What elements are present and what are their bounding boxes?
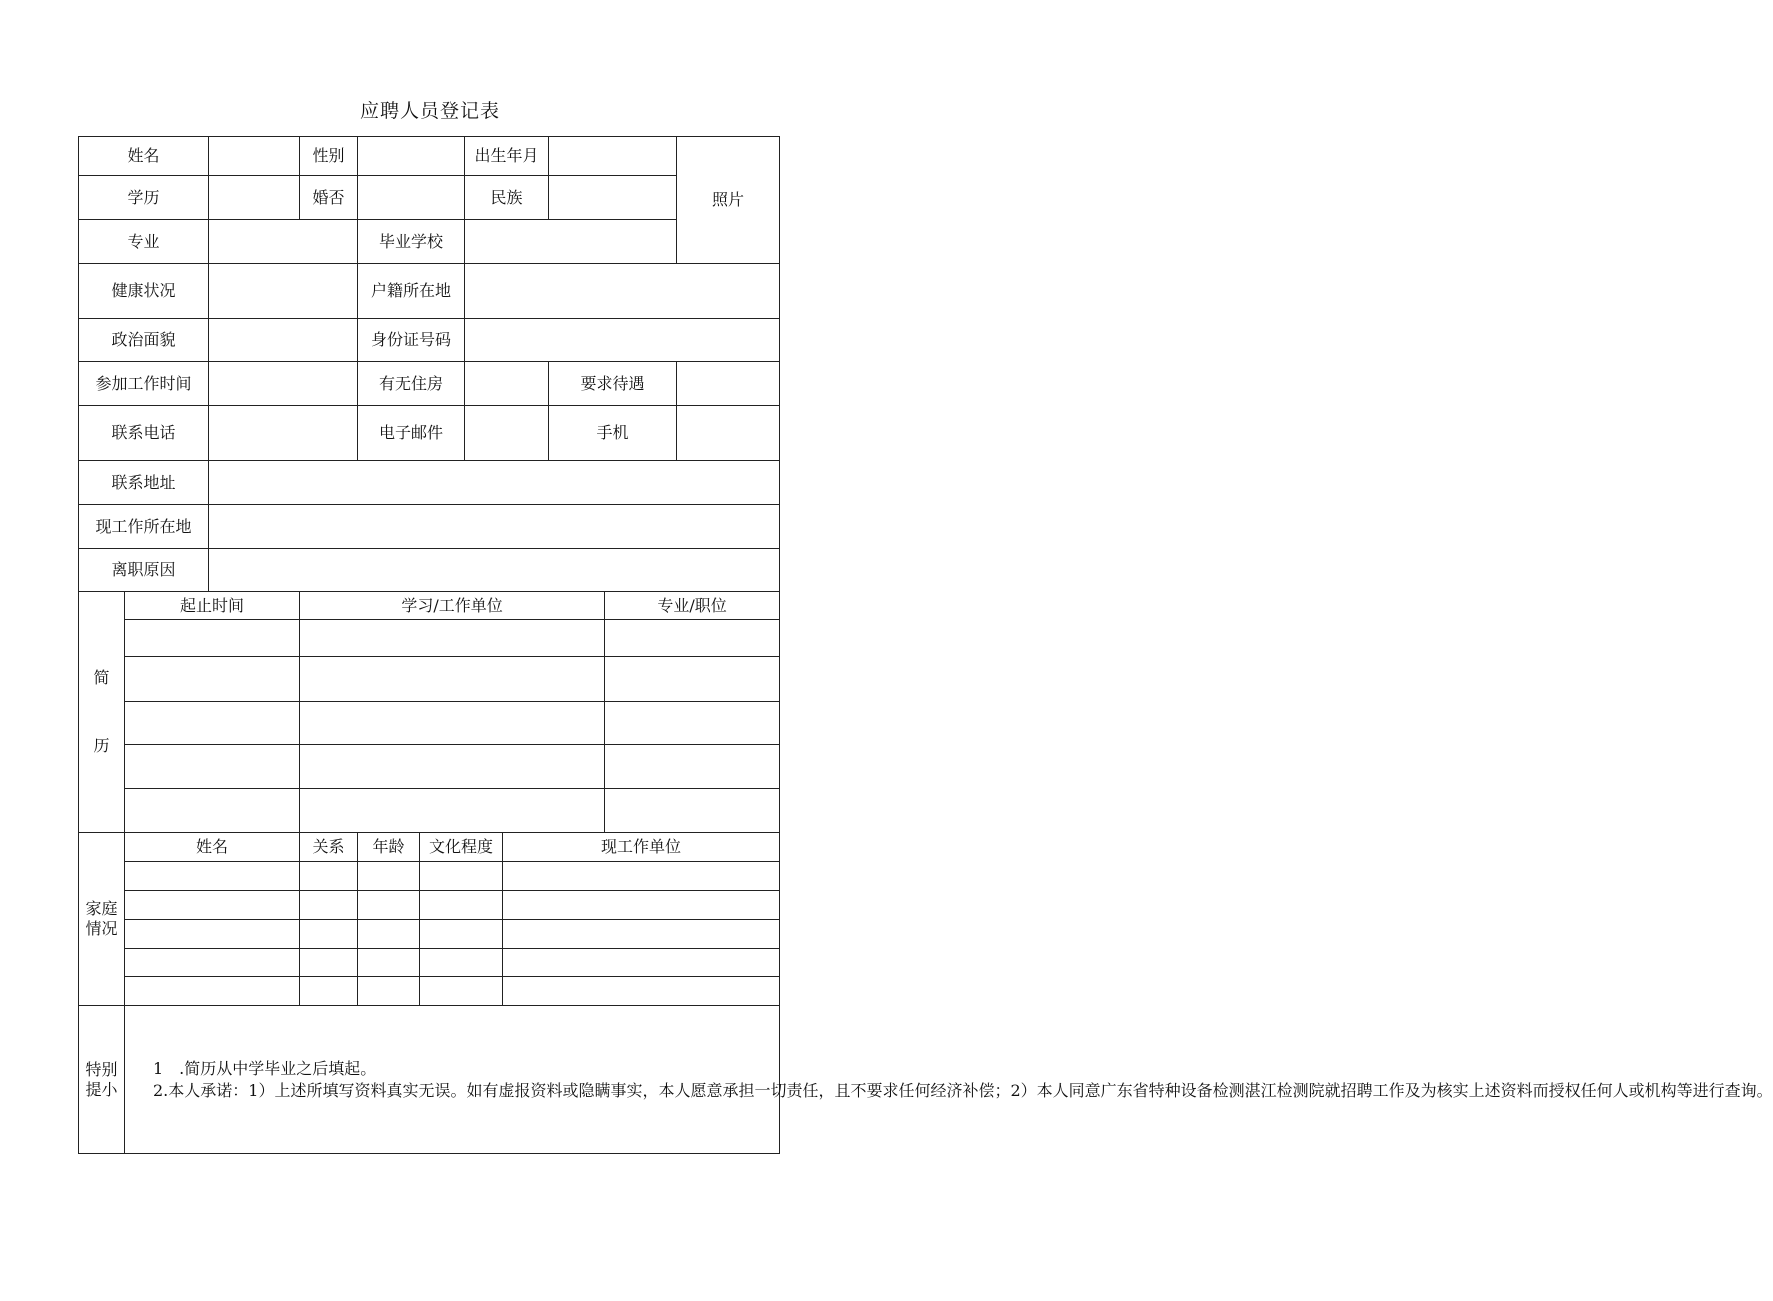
birth-field[interactable]: [549, 137, 677, 176]
marital-label: 婚否: [300, 176, 358, 220]
resume-header-unit: 学习/工作单位: [300, 592, 605, 620]
resume-label-b: 历: [93, 736, 110, 755]
family-relation-cell[interactable]: [300, 920, 358, 949]
resume-row: [79, 789, 780, 833]
photo-box[interactable]: 照片: [677, 137, 780, 264]
ethnicity-label: 民族: [465, 176, 549, 220]
note-item-1: 1 .简历从中学毕业之后填起。: [153, 1058, 377, 1078]
resume-header-position: 专业/职位: [605, 592, 780, 620]
health-label: 健康状况: [79, 264, 209, 319]
family-relation-cell[interactable]: [300, 891, 358, 920]
resume-position-cell[interactable]: [605, 702, 780, 745]
family-label-b: 情况: [85, 919, 118, 938]
resume-period-cell[interactable]: [125, 620, 300, 657]
resume-position-cell[interactable]: [605, 745, 780, 789]
family-age-cell[interactable]: [358, 862, 420, 891]
phone-label: 联系电话: [79, 406, 209, 461]
mobile-field[interactable]: [677, 406, 780, 461]
resume-position-cell[interactable]: [605, 789, 780, 833]
family-name-cell[interactable]: [125, 977, 300, 1006]
resume-position-cell[interactable]: [605, 657, 780, 702]
hukou-label: 户籍所在地: [358, 264, 465, 319]
resume-unit-cell[interactable]: [300, 745, 605, 789]
family-employer-cell[interactable]: [503, 977, 780, 1006]
family-header-name: 姓名: [125, 833, 300, 862]
current-work-field[interactable]: [209, 505, 780, 549]
family-employer-cell[interactable]: [503, 949, 780, 977]
resume-section-label: [79, 592, 125, 833]
family-row: [79, 920, 780, 949]
name-label: 姓名: [79, 137, 209, 176]
health-field[interactable]: [209, 264, 358, 319]
resume-header-period: 起止时间: [125, 592, 300, 620]
birth-label: 出生年月: [465, 137, 549, 176]
gender-label: 性别: [300, 137, 358, 176]
family-row: [79, 949, 780, 977]
housing-field[interactable]: [465, 362, 549, 406]
family-education-cell[interactable]: [420, 977, 503, 1006]
family-relation-cell[interactable]: [300, 977, 358, 1006]
email-field[interactable]: [465, 406, 549, 461]
political-label: 政治面貌: [79, 319, 209, 362]
family-header-employer: 现工作单位: [503, 833, 780, 862]
family-header-age: 年龄: [358, 833, 420, 862]
family-section-label: [79, 833, 125, 1006]
ethnicity-field[interactable]: [549, 176, 677, 220]
address-field[interactable]: [209, 461, 780, 505]
resume-row: [79, 745, 780, 789]
family-name-cell[interactable]: [125, 949, 300, 977]
form-title: 应聘人员登记表: [359, 100, 500, 122]
school-field[interactable]: [465, 220, 677, 264]
family-name-cell[interactable]: [125, 891, 300, 920]
resume-period-cell[interactable]: [125, 657, 300, 702]
family-employer-cell[interactable]: [503, 891, 780, 920]
family-header-education: 文化程度: [420, 833, 503, 862]
resume-row: [79, 702, 780, 745]
notes-section-label: [79, 1006, 125, 1154]
notes-label-a: 特别: [85, 1059, 118, 1079]
family-education-cell[interactable]: [420, 949, 503, 977]
resume-row: [79, 620, 780, 657]
family-education-cell[interactable]: [420, 862, 503, 891]
notes-content: [125, 1006, 1773, 1154]
family-education-cell[interactable]: [420, 891, 503, 920]
work-start-field[interactable]: [209, 362, 358, 406]
family-employer-cell[interactable]: [503, 862, 780, 891]
leave-reason-field[interactable]: [209, 549, 780, 592]
family-employer-cell[interactable]: [503, 920, 780, 949]
education-label: 学历: [79, 176, 209, 220]
id-number-field[interactable]: [465, 319, 780, 362]
resume-row: [79, 657, 780, 702]
family-education-cell[interactable]: [420, 920, 503, 949]
current-work-label: 现工作所在地: [79, 505, 209, 549]
family-row: [79, 891, 780, 920]
leave-reason-label: 离职原因: [79, 549, 209, 592]
major-field[interactable]: [209, 220, 358, 264]
resume-label-a: 简: [93, 668, 110, 687]
education-field[interactable]: [209, 176, 300, 220]
family-age-cell[interactable]: [358, 891, 420, 920]
notes-label-b: 提小: [85, 1079, 118, 1099]
note-item-2: 2.本人承诺：1）上述所填写资料真实无误。如有虚报资料或隐瞒事实，本人愿意承担一切责任，且不要求任何经济补偿；2）本人同意广东省特种设备检测湛江检测院就招聘工作及为核实上述资料而授权任何人或机构等进行查询。: [153, 1080, 1773, 1100]
political-field[interactable]: [209, 319, 358, 362]
email-label: 电子邮件: [358, 406, 465, 461]
resume-period-cell[interactable]: [125, 745, 300, 789]
family-name-cell[interactable]: [125, 862, 300, 891]
family-name-cell[interactable]: [125, 920, 300, 949]
salary-field[interactable]: [677, 362, 780, 406]
school-label: 毕业学校: [358, 220, 465, 264]
family-row: [79, 977, 780, 1006]
family-age-cell[interactable]: [358, 920, 420, 949]
name-field[interactable]: [209, 137, 300, 176]
resume-unit-cell[interactable]: [300, 702, 605, 745]
hukou-field[interactable]: [465, 264, 780, 319]
resume-unit-cell[interactable]: [300, 620, 605, 657]
address-label: 联系地址: [79, 461, 209, 505]
phone-field[interactable]: [209, 406, 358, 461]
id-number-label: 身份证号码: [358, 319, 465, 362]
marital-field[interactable]: [358, 176, 465, 220]
family-label-a: 家庭: [85, 899, 118, 918]
resume-unit-cell[interactable]: [300, 657, 605, 702]
resume-position-cell[interactable]: [605, 620, 780, 657]
family-row: [79, 862, 780, 891]
family-header-relation: 关系: [300, 833, 358, 862]
registration-form: [78, 136, 1773, 1154]
work-start-label: 参加工作时间: [79, 362, 209, 406]
major-label: 专业: [79, 220, 209, 264]
salary-label: 要求待遇: [549, 362, 677, 406]
family-relation-cell[interactable]: [300, 862, 358, 891]
family-relation-cell[interactable]: [300, 949, 358, 977]
family-age-cell[interactable]: [358, 949, 420, 977]
mobile-label: 手机: [549, 406, 677, 461]
family-age-cell[interactable]: [358, 977, 420, 1006]
gender-field[interactable]: [358, 137, 465, 176]
housing-label: 有无住房: [358, 362, 465, 406]
resume-unit-cell[interactable]: [300, 789, 605, 833]
resume-period-cell[interactable]: [125, 789, 300, 833]
resume-period-cell[interactable]: [125, 702, 300, 745]
